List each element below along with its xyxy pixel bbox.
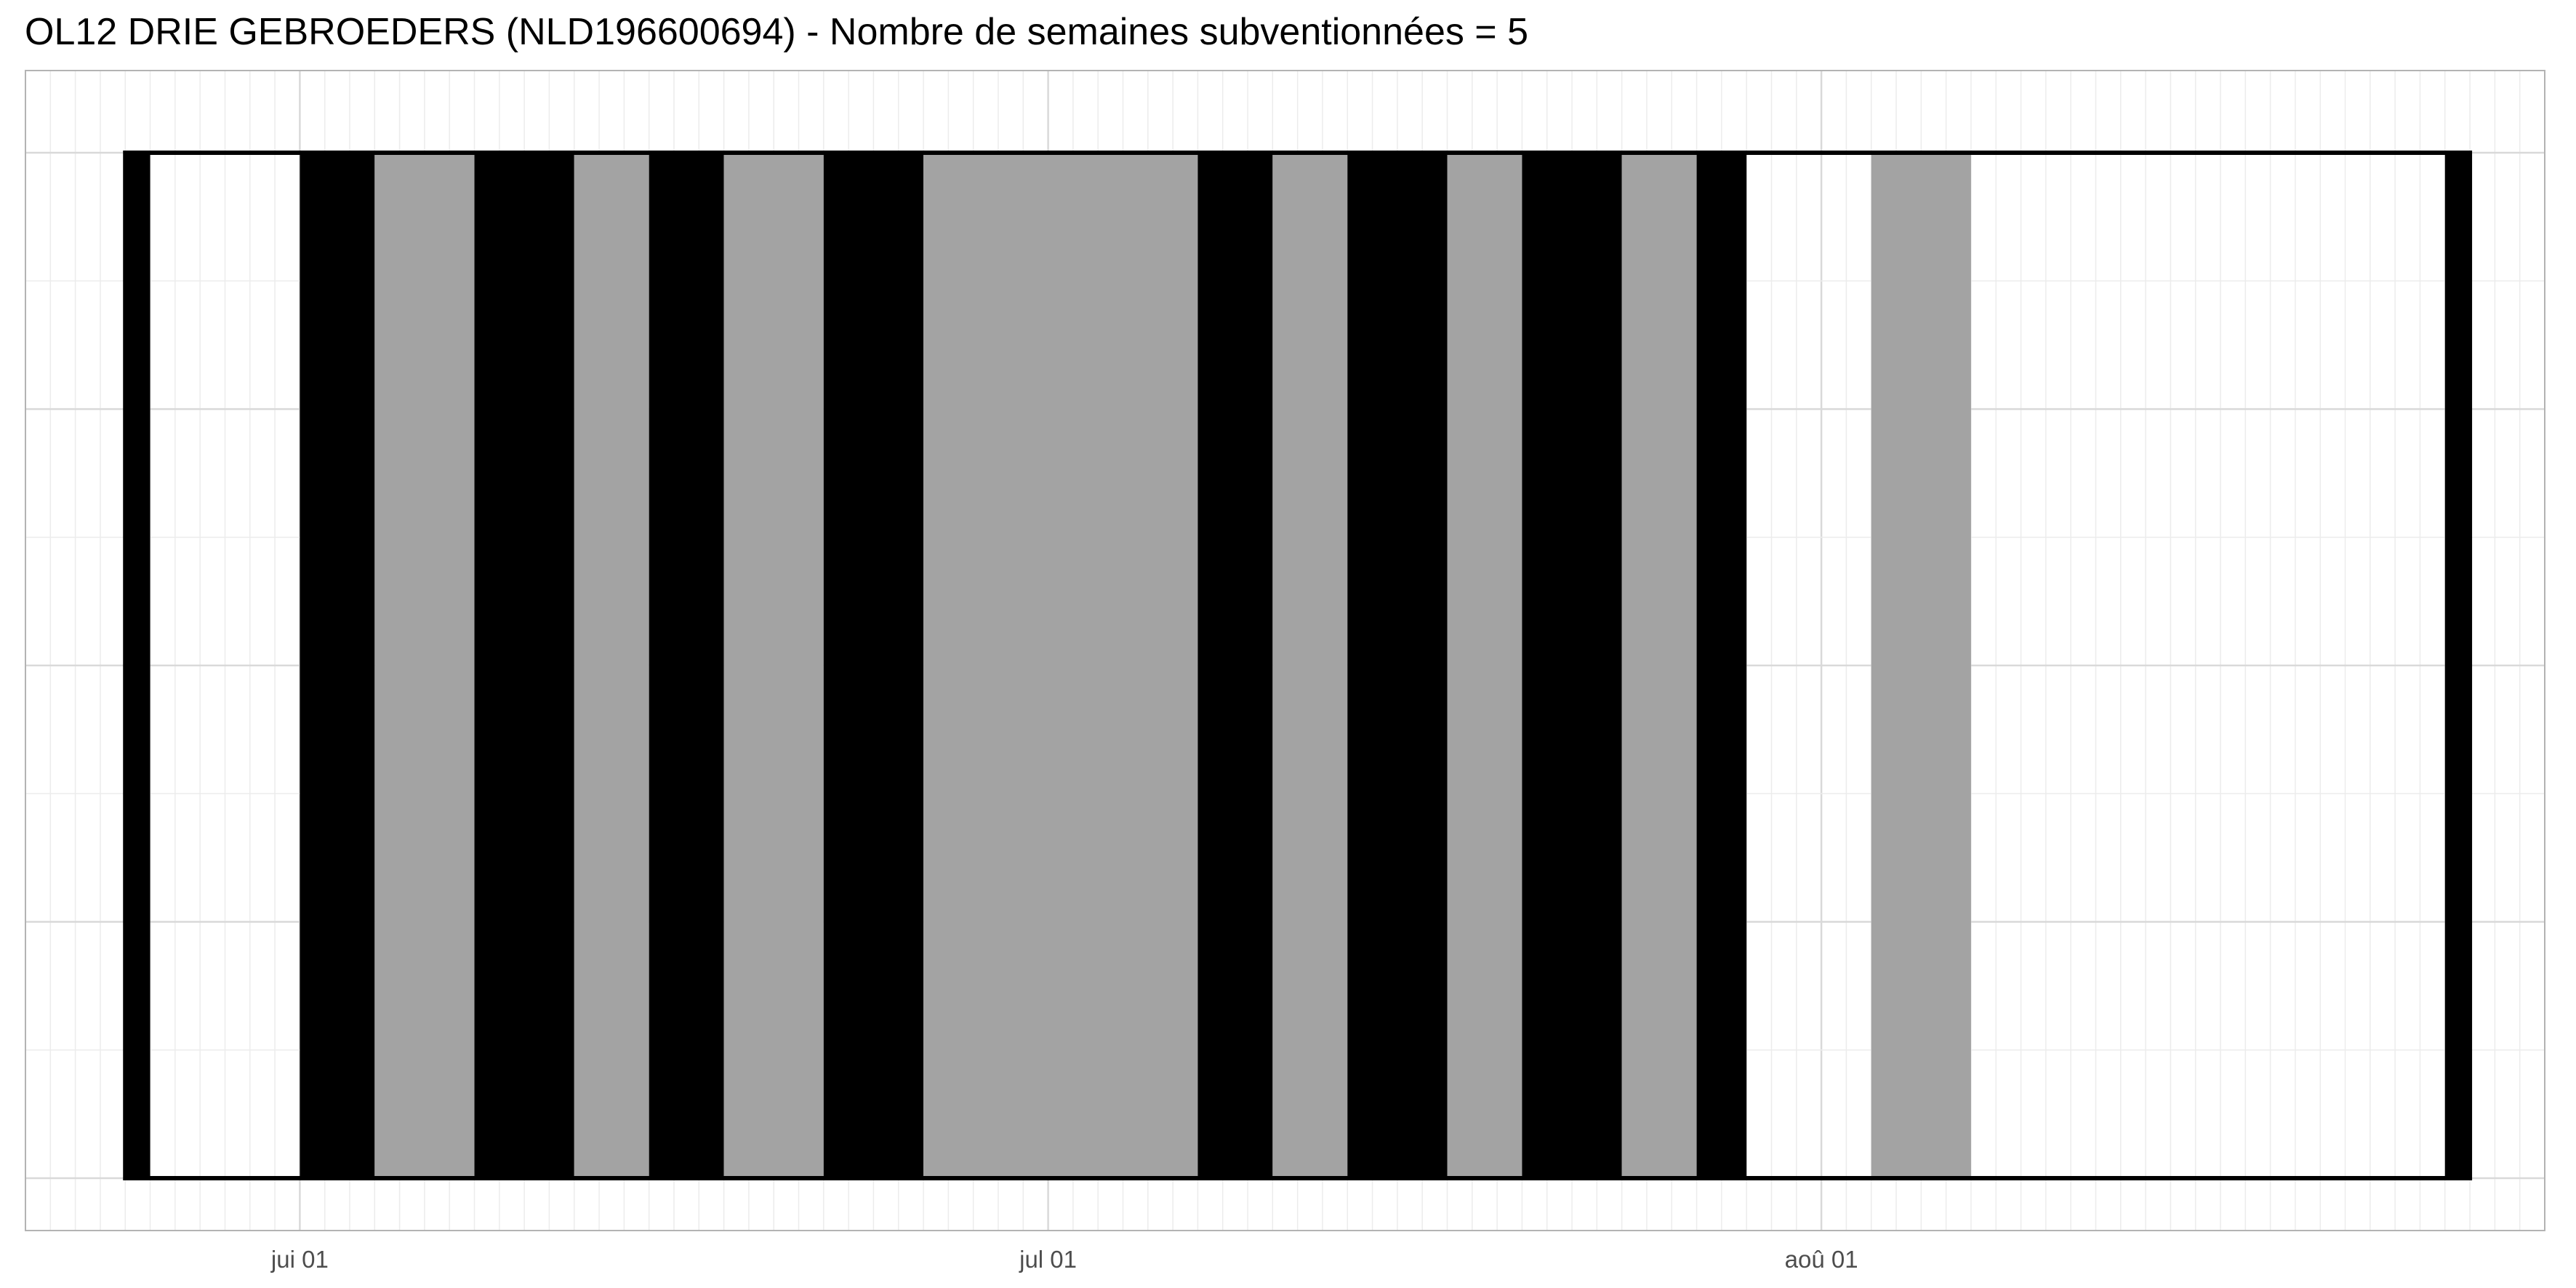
segment-black (2445, 153, 2470, 1178)
segment-gray (1622, 153, 1697, 1178)
segment-black (1522, 153, 1621, 1178)
x-tick-label: jul 01 (1019, 1246, 1078, 1273)
segment-black (824, 153, 923, 1178)
segment-gray (374, 153, 474, 1178)
segment-black (125, 153, 150, 1178)
segment-gray (724, 153, 824, 1178)
segment-black (649, 153, 724, 1178)
ticks-layer (270, 1246, 1858, 1273)
segment-black (475, 153, 574, 1178)
segment-black (1697, 153, 1747, 1178)
segment-black (1197, 153, 1272, 1178)
x-tick-label: jui 01 (270, 1246, 329, 1273)
segment-gray (1272, 153, 1347, 1178)
chart-title: OL12 DRIE GEBROEDERS (NLD196600694) - Nombre de semaines subventionnées = 5 (25, 11, 1529, 53)
segment-black (300, 153, 374, 1178)
segment-gray (1447, 153, 1522, 1178)
segment-gray (1871, 153, 1971, 1178)
x-tick-label: aoû 01 (1784, 1246, 1858, 1273)
segment-gray (923, 153, 1197, 1178)
segment-gray (574, 153, 649, 1178)
segment-black (1347, 153, 1447, 1178)
